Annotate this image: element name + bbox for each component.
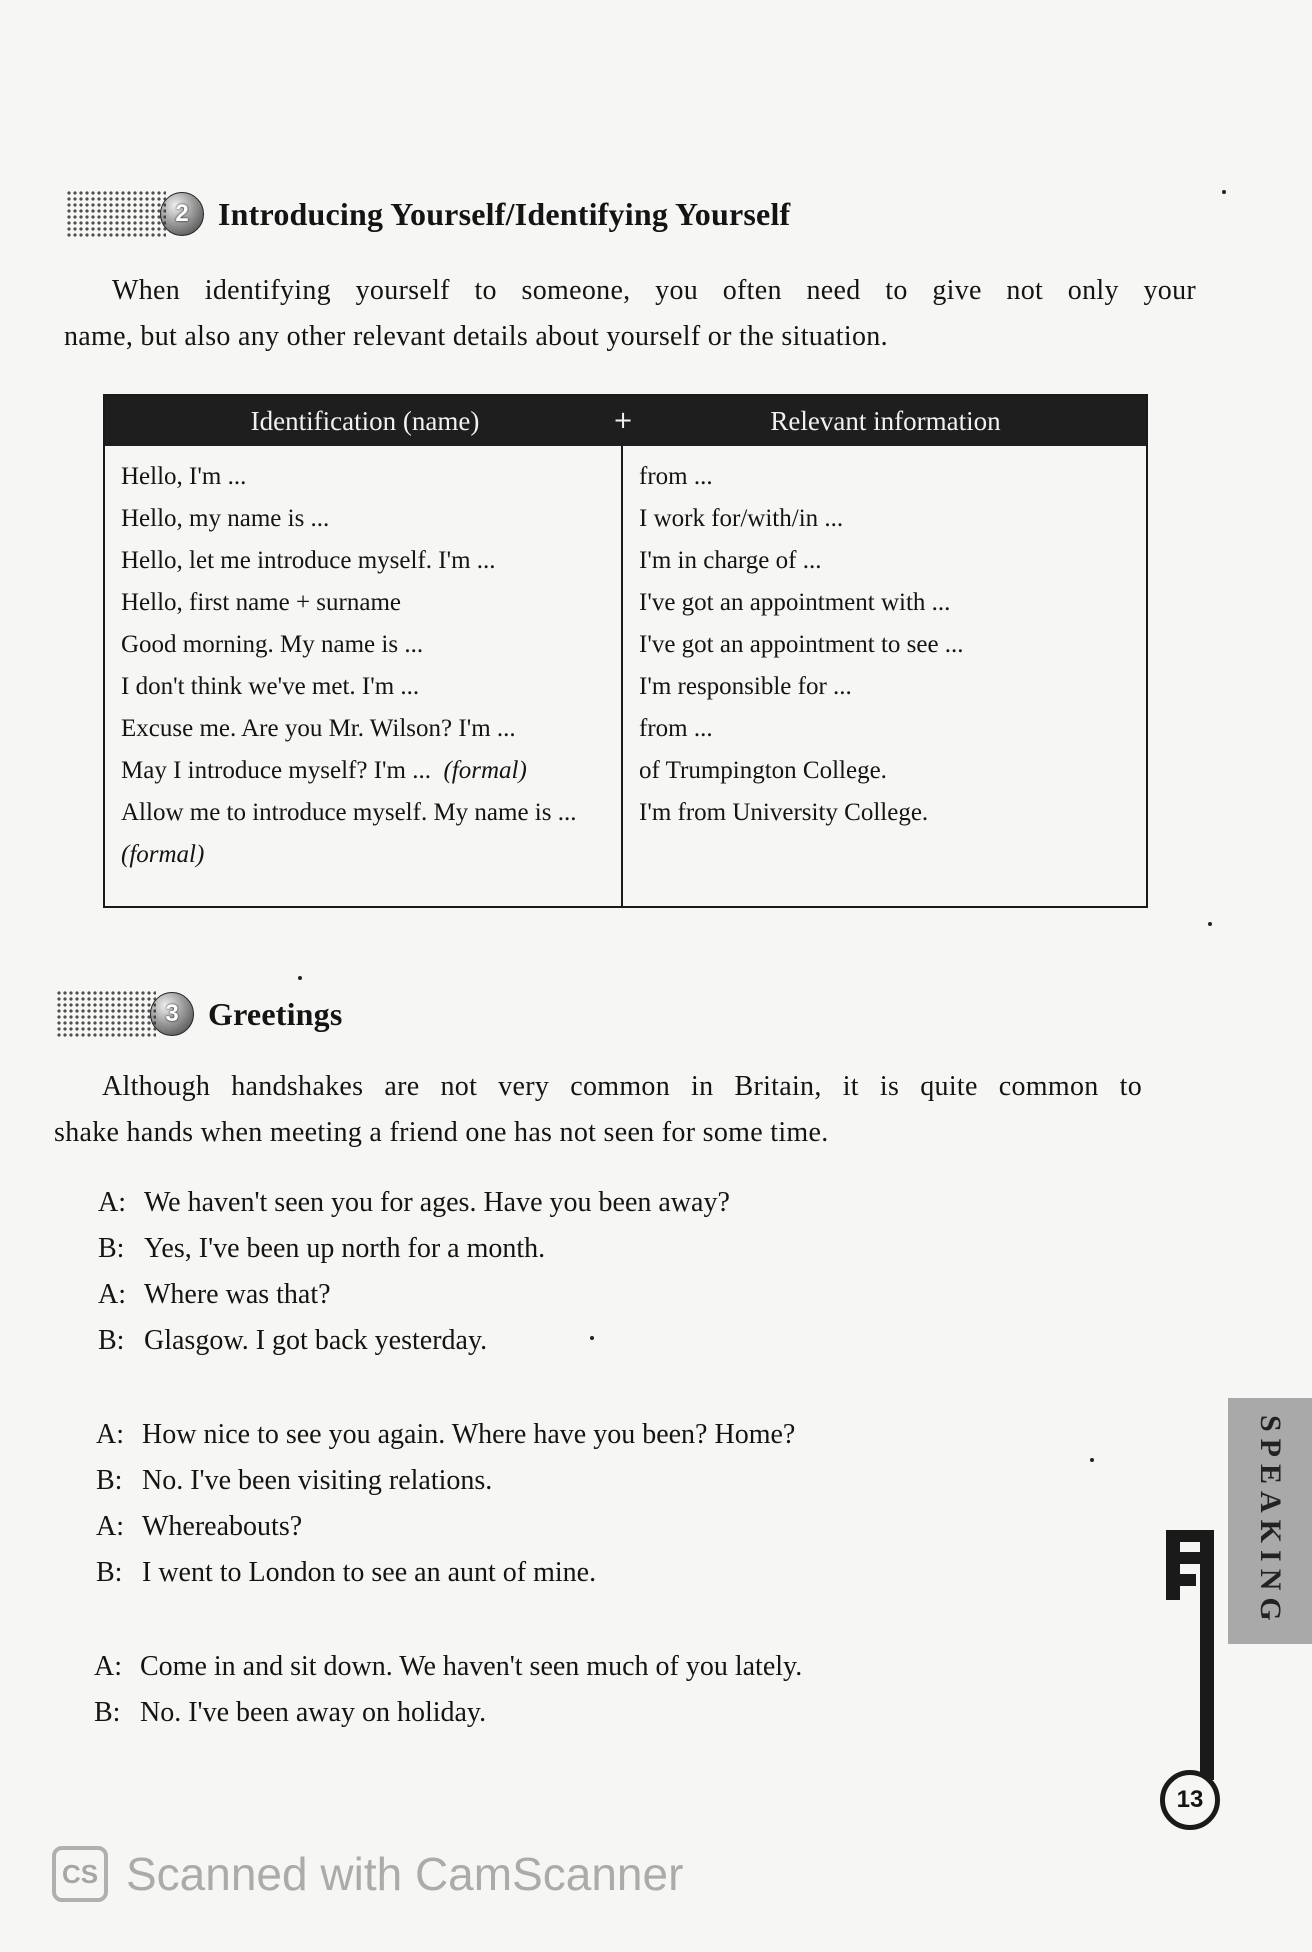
identification-column — [105, 446, 623, 906]
dialogue-text: Whereabouts? — [142, 1511, 303, 1542]
table-cell: I work for/with/in ... — [639, 505, 844, 532]
dialogue-line — [96, 1458, 795, 1504]
dialogue-text: I went to London to see an aunt of mine. — [142, 1557, 597, 1588]
section-3-intro — [54, 1064, 1142, 1156]
table-cell: from ... — [639, 715, 713, 742]
scan-speck — [1222, 190, 1226, 194]
side-tab-label: SPEAKING — [1254, 1414, 1287, 1628]
relevant-information-column — [623, 446, 1146, 906]
speaker-label: A: — [94, 1651, 122, 1682]
dialogue-1 — [98, 1180, 730, 1364]
table-cell: I don't think we've met. I'm ... — [121, 673, 420, 700]
section-2-heading — [66, 190, 790, 238]
table-cell: I'm responsible for ... — [639, 673, 852, 700]
dialogue-text: Glasgow. I got back yesterday. — [144, 1325, 488, 1356]
dialogue-line — [94, 1644, 802, 1690]
dialogue-text: Yes, I've been up north for a month. — [144, 1233, 546, 1264]
table-cell: Allow me to introduce myself. My name is ... — [121, 799, 577, 826]
dialogue-line — [94, 1690, 802, 1736]
section-2-intro — [64, 268, 1196, 360]
table-cell: Hello, my name is ... — [121, 505, 330, 532]
speaker-label: B: — [96, 1557, 123, 1588]
dialogue-text: How nice to see you again. Where have you been? Home? — [142, 1419, 796, 1450]
table-body — [105, 446, 1146, 906]
scan-speck — [1208, 922, 1212, 926]
intro-line: When identifying yourself to someone, you often need to give not only your — [112, 275, 1196, 306]
scan-speck — [590, 1336, 594, 1340]
speaking-side-tab — [1228, 1398, 1312, 1644]
table-cell: Good morning. My name is ... — [121, 631, 424, 658]
dialogue-line — [96, 1504, 795, 1550]
speaker-label: A: — [98, 1187, 126, 1218]
table-cell: of Trumpington College. — [639, 757, 887, 784]
camscanner-logo: CS — [52, 1846, 108, 1902]
header-relevant-information: Relevant information — [770, 405, 1001, 436]
section-title: Greetings — [208, 995, 343, 1032]
table-cell: I'm in charge of ... — [639, 547, 822, 574]
key-bit — [1166, 1530, 1180, 1600]
table-header — [105, 396, 1146, 446]
table-cell-text: May I introduce myself? I'm ... — [121, 757, 431, 784]
header-plus: + — [613, 406, 634, 434]
identification-table — [103, 394, 1148, 908]
dialogue-text: We haven't seen you for ages. Have you been away? — [144, 1187, 730, 1218]
speaker-label: A: — [98, 1279, 126, 1310]
table-cell: Excuse me. Are you Mr. Wilson? I'm ... — [121, 715, 516, 742]
speaker-label: B: — [96, 1465, 123, 1496]
key-shaft — [1200, 1530, 1214, 1780]
watermark-text: Scanned with CamScanner — [126, 1848, 684, 1900]
table-cell: Hello, let me introduce myself. I'm ... — [121, 547, 496, 574]
speaker-label: A: — [96, 1511, 124, 1542]
formal-label: (formal) — [121, 841, 205, 868]
camscanner-watermark — [52, 1846, 683, 1902]
speaker-label: B: — [94, 1697, 121, 1728]
speaker-label: B: — [98, 1325, 125, 1356]
dialogue-text: No. I've been visiting relations. — [142, 1465, 493, 1496]
dotted-pattern-icon — [66, 190, 166, 238]
dotted-pattern-icon — [56, 990, 156, 1038]
dialogue-text: Come in and sit down. We haven't seen much of you lately. — [140, 1651, 803, 1682]
dialogue-text: No. I've been away on holiday. — [140, 1697, 487, 1728]
section-number-badge: 3 — [150, 992, 194, 1036]
dialogue-line — [98, 1318, 730, 1364]
table-cell: Hello, first name + surname — [121, 589, 401, 616]
dialogue-line — [98, 1226, 730, 1272]
section-3-heading — [56, 990, 343, 1038]
intro-line: Although handshakes are not very common in Britain, it is quite common to — [102, 1071, 1142, 1102]
dialogue-line — [96, 1550, 795, 1596]
table-cell: Hello, I'm ... — [121, 463, 247, 490]
table-cell: I'm from University College. — [639, 799, 929, 826]
scan-speck — [298, 976, 302, 980]
dialogue-line — [96, 1412, 795, 1458]
scan-speck — [1090, 1458, 1094, 1462]
speaker-label: A: — [96, 1419, 124, 1450]
intro-line: shake hands when meeting a friend one has not seen for some time. — [54, 1117, 829, 1148]
table-cell: I've got an appointment to see ... — [639, 631, 964, 658]
table-cell: from ... — [639, 463, 713, 490]
table-cell: I've got an appointment with ... — [639, 589, 951, 616]
page-number: 13 — [1160, 1770, 1220, 1830]
dialogue-3 — [94, 1644, 802, 1736]
intro-line: name, but also any other relevant details about yourself or the situation. — [64, 321, 888, 352]
section-title: Introducing Yourself/Identifying Yourself — [218, 195, 791, 232]
table-cell-formal — [121, 750, 621, 792]
speaker-label: B: — [98, 1233, 125, 1264]
section-number-badge: 2 — [160, 192, 204, 236]
dialogue-text: Where was that? — [144, 1279, 331, 1310]
dialogue-2 — [96, 1412, 795, 1596]
dialogue-line — [98, 1180, 730, 1226]
formal-label: (formal) — [443, 757, 527, 784]
header-identification: Identification (name) — [250, 405, 480, 436]
dialogue-line — [98, 1272, 730, 1318]
